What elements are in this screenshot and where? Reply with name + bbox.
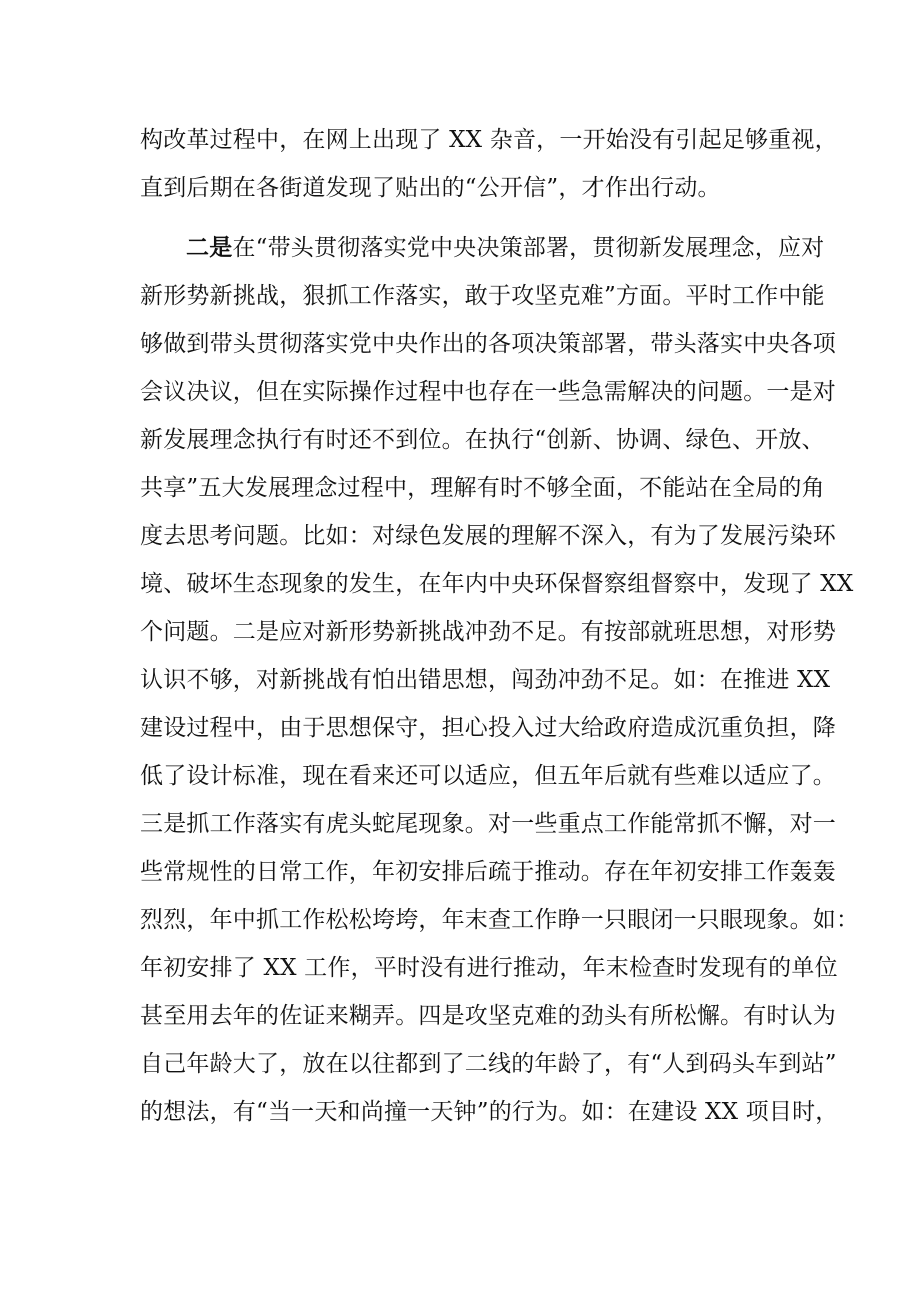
text-line: 新发展理念执行有时还不到位。在执行“创新、协调、绿色、开放、	[140, 427, 825, 453]
text-line: 烈烈，年中抓工作松松垮垮，年末查工作睁一只眼闭一只眼现象。如：	[140, 907, 860, 933]
section-first-line	[186, 228, 825, 268]
text-line: 直到后期在各街道发现了贴出的“公开信”，才作出行动。	[140, 175, 721, 201]
text-line: 低了设计标准，现在看来还可以适应，但五年后就有些难以适应了。	[140, 763, 836, 789]
text-line: 共享”五大发展理念过程中，理解有时不够全面，不能站在全局的角	[140, 475, 825, 501]
text-line: 年初安排了 XX 工作，平时没有进行推动，年末检查时发现有的单位	[140, 955, 838, 981]
section-first-line-text: 在“带头贯彻落实党中央决策部署，贯彻新发展理念，应对	[232, 235, 825, 261]
text-line: 够做到带头贯彻落实党中央作出的各项决策部署，带头落实中央各项	[140, 331, 836, 357]
text-line: 度去思考问题。比如：对绿色发展的理解不深入，有为了发展污染环	[140, 523, 836, 549]
text-line: 构改革过程中，在网上出现了 XX 杂音，一开始没有引起足够重视，	[140, 127, 838, 153]
text-line: 会议决议，但在实际操作过程中也存在一些急需解决的问题。一是对	[140, 379, 836, 405]
text-line: 的想法，有“当一天和尚撞一天钟”的行为。如：在建设 XX 项目时，	[140, 1099, 839, 1125]
text-line: 三是抓工作落实有虎头蛇尾现象。对一些重点工作能常抓不懈，对一	[140, 811, 836, 837]
text-line: 建设过程中，由于思想保守，担心投入过大给政府造成沉重负担，降	[140, 715, 836, 741]
text-line: 认识不够，对新挑战有怕出错思想，闯劲冲劲不足。如：在推进 XX	[140, 667, 831, 693]
text-line: 境、破坏生态现象的发生，在年内中央环保督察组督察中，发现了 XX	[140, 571, 854, 597]
text-line: 新形势新挑战，狠抓工作落实，敢于攻坚克难”方面。平时工作中能	[140, 283, 825, 309]
text-line: 自己年龄大了，放在以往都到了二线的年龄了，有“人到码头车到站”	[140, 1051, 837, 1077]
section-lead: 二是	[186, 234, 233, 261]
text-line: 个问题。二是应对新形势新挑战冲劲不足。有按部就班思想，对形势	[140, 619, 836, 645]
text-line: 甚至用去年的佐证来糊弄。四是攻坚克难的劲头有所松懈。有时认为	[140, 1003, 836, 1029]
text-line: 些常规性的日常工作，年初安排后疏于推动。存在年初安排工作轰轰	[140, 859, 836, 885]
